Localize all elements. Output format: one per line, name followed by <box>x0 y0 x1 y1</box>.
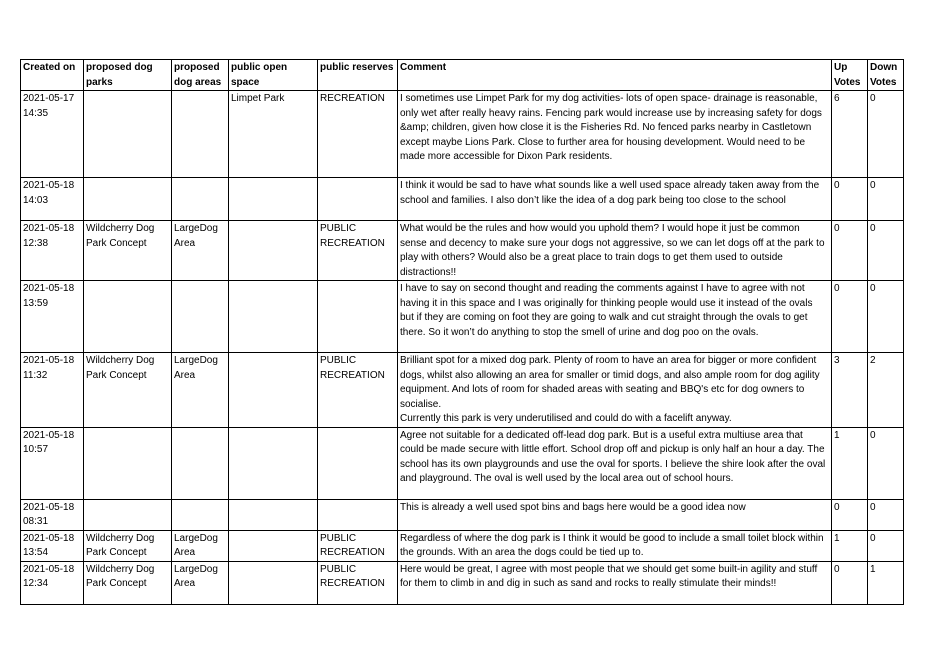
cell-down-votes: 1 <box>868 561 904 604</box>
cell-public-reserves <box>318 499 398 530</box>
cell-comment: Regardless of where the dog park is I think it would be good to include a small toilet block within the grounds. With an area the dogs could be tied up to. <box>398 530 832 561</box>
cell-created-on: 2021-05-18 12:34 <box>21 561 84 604</box>
cell-proposed-dog-parks <box>84 427 172 499</box>
cell-down-votes: 0 <box>868 221 904 281</box>
table-row <box>21 221 904 281</box>
cell-up-votes: 1 <box>832 530 868 561</box>
cell-proposed-dog-areas <box>172 281 229 353</box>
cell-up-votes: 0 <box>832 561 868 604</box>
cell-created-on: 2021-05-18 12:38 <box>21 221 84 281</box>
cell-proposed-dog-parks: Wildcherry Dog Park Concept <box>84 353 172 428</box>
cell-created-on: 2021-05-18 10:57 <box>21 427 84 499</box>
cell-up-votes: 0 <box>832 178 868 221</box>
cell-comment: I think it would be sad to have what sounds like a well used space already taken away from the school and families. I also don’t like the idea of a dog park being too close to the school <box>398 178 832 221</box>
cell-proposed-dog-areas: LargeDog Area <box>172 221 229 281</box>
cell-proposed-dog-areas: LargeDog Area <box>172 353 229 428</box>
table-row <box>21 427 904 499</box>
cell-proposed-dog-parks <box>84 91 172 178</box>
cell-public-open-space: Limpet Park <box>229 91 318 178</box>
cell-proposed-dog-areas <box>172 427 229 499</box>
cell-proposed-dog-areas: LargeDog Area <box>172 530 229 561</box>
cell-created-on: 2021-05-17 14:35 <box>21 91 84 178</box>
cell-comment: I have to say on second thought and reading the comments against I have to agree with not having it in this space and I was originally for thinking people would use it instead of the ovals but if they are coming on foot they are going to walk and cut straight through the ovals to get there. So it won’t do anything to stop the smell of urine and dog poo on the ovals. <box>398 281 832 353</box>
cell-public-reserves <box>318 427 398 499</box>
cell-public-open-space <box>229 353 318 428</box>
header-created-on: Created on <box>21 60 84 91</box>
cell-proposed-dog-areas: LargeDog Area <box>172 561 229 604</box>
header-proposed-dog-areas: proposed dog areas <box>172 60 229 91</box>
cell-down-votes: 0 <box>868 530 904 561</box>
cell-public-open-space <box>229 530 318 561</box>
table-row <box>21 561 904 604</box>
cell-public-open-space <box>229 281 318 353</box>
cell-proposed-dog-parks: Wildcherry Dog Park Concept <box>84 530 172 561</box>
cell-created-on: 2021-05-18 11:32 <box>21 353 84 428</box>
cell-up-votes: 0 <box>832 281 868 353</box>
cell-public-reserves <box>318 281 398 353</box>
cell-comment: This is already a well used spot bins and bags here would be a good idea now <box>398 499 832 530</box>
cell-public-reserves: RECREATION <box>318 91 398 178</box>
cell-comment: What would be the rules and how would you uphold them? I would hope it just be common sense and decency to make sure your dogs not aggressive, so we can let dogs off at the park to play with others? Would also be a great place to train dogs to get them used to outside distractions!! <box>398 221 832 281</box>
cell-comment: Here would be great, I agree with most people that we should get some built-in agility and stuff for them to climb in and dig in such as sand and rocks to really stimulate their minds!! <box>398 561 832 604</box>
cell-proposed-dog-areas <box>172 91 229 178</box>
cell-up-votes: 0 <box>832 499 868 530</box>
cell-created-on: 2021-05-18 08:31 <box>21 499 84 530</box>
cell-public-open-space <box>229 221 318 281</box>
table-row <box>21 530 904 561</box>
cell-down-votes: 0 <box>868 178 904 221</box>
cell-proposed-dog-areas <box>172 499 229 530</box>
header-up-votes: Up Votes <box>832 60 868 91</box>
cell-public-open-space <box>229 499 318 530</box>
cell-created-on: 2021-05-18 13:59 <box>21 281 84 353</box>
cell-proposed-dog-parks <box>84 281 172 353</box>
cell-comment: Brilliant spot for a mixed dog park. Plenty of room to have an area for bigger or more confident dogs, whilst also allowing an area for smaller or timid dogs, and also ample room for dog agility equipment. And lots of room for shaded areas with seating and BBQ's etc for dog owners to socialise. Currently this park is very underutilised and could do with a facelift anyway. <box>398 353 832 428</box>
cell-proposed-dog-areas <box>172 178 229 221</box>
cell-public-reserves: PUBLIC RECREATION <box>318 353 398 428</box>
cell-down-votes: 0 <box>868 427 904 499</box>
header-down-votes: Down Votes <box>868 60 904 91</box>
cell-public-reserves: PUBLIC RECREATION <box>318 561 398 604</box>
cell-proposed-dog-parks: Wildcherry Dog Park Concept <box>84 561 172 604</box>
cell-comment: I sometimes use Limpet Park for my dog activities- lots of open space- drainage is reasonable, only wet after really heavy rains. Fencing park would increase use by increasing safety for dogs &amp; children, given how close it is the Fisheries Rd. No fenced parks nearby in Castletown except maybe Lions Park. Close to further area for housing development. Would need to be made more accessible for Dixon Park residents. <box>398 91 832 178</box>
table-row <box>21 281 904 353</box>
cell-public-reserves: PUBLIC RECREATION <box>318 530 398 561</box>
header-public-reserves: public reserves <box>318 60 398 91</box>
cell-public-reserves: PUBLIC RECREATION <box>318 221 398 281</box>
cell-up-votes: 3 <box>832 353 868 428</box>
cell-down-votes: 0 <box>868 91 904 178</box>
cell-down-votes: 0 <box>868 281 904 353</box>
table-row <box>21 499 904 530</box>
cell-comment: Agree not suitable for a dedicated off-lead dog park. But is a useful extra multiuse area that could be made secure with little effort. School drop off and pickup is only half an hour a day. The school has its own playgrounds and use the oval for sports. I believe the shire look after the oval and playground. The oval is well used by the local area out of school hours. <box>398 427 832 499</box>
header-public-open-space: public open space <box>229 60 318 91</box>
cell-up-votes: 6 <box>832 91 868 178</box>
cell-proposed-dog-parks <box>84 499 172 530</box>
header-row <box>21 60 904 91</box>
cell-public-open-space <box>229 178 318 221</box>
cell-down-votes: 0 <box>868 499 904 530</box>
cell-public-open-space <box>229 561 318 604</box>
header-comment: Comment <box>398 60 832 91</box>
table-row <box>21 91 904 178</box>
cell-created-on: 2021-05-18 13:54 <box>21 530 84 561</box>
table-row <box>21 178 904 221</box>
header-proposed-dog-parks: proposed dog parks <box>84 60 172 91</box>
cell-up-votes: 1 <box>832 427 868 499</box>
cell-down-votes: 2 <box>868 353 904 428</box>
cell-proposed-dog-parks <box>84 178 172 221</box>
cell-created-on: 2021-05-18 14:03 <box>21 178 84 221</box>
cell-public-open-space <box>229 427 318 499</box>
cell-proposed-dog-parks: Wildcherry Dog Park Concept <box>84 221 172 281</box>
cell-public-reserves <box>318 178 398 221</box>
cell-up-votes: 0 <box>832 221 868 281</box>
comments-table <box>20 59 904 605</box>
table-row <box>21 353 904 428</box>
